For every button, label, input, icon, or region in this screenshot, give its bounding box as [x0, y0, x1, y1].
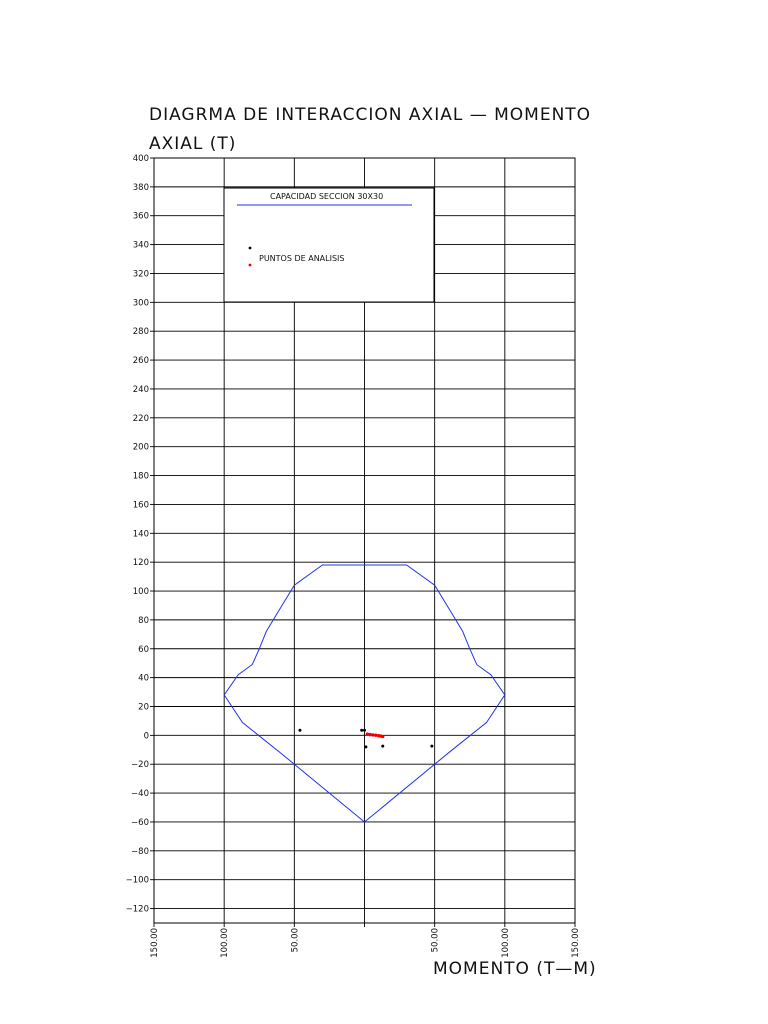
legend-dot-black: [249, 247, 252, 250]
y-tick-label: 260: [132, 356, 149, 367]
x-tick-label: 100.00: [220, 928, 231, 958]
y-tick-label: 360: [132, 211, 149, 222]
x-axis-label: MOMENTO (T—M): [433, 959, 597, 979]
y-tick-label: 80: [138, 615, 149, 626]
y-tick-label: −100: [125, 875, 149, 886]
y-tick-label: 240: [132, 384, 149, 395]
y-tick-label: −120: [125, 904, 149, 915]
y-tick-label: 0: [143, 731, 149, 742]
y-tick-label: 140: [132, 529, 149, 540]
x-tick-label: 50.00: [290, 928, 301, 953]
analysis-point-black: [381, 745, 384, 748]
y-tick-label: 20: [138, 702, 149, 713]
y-tick-label: 380: [132, 182, 149, 193]
analysis-point-black: [360, 729, 363, 732]
analysis-point-black: [363, 729, 366, 732]
y-tick-labels: [126, 154, 149, 915]
y-tick-label: 120: [132, 558, 149, 569]
y-axis-label: AXIAL (T): [149, 134, 237, 154]
y-tick-label: 280: [132, 327, 149, 338]
y-tick-label: 300: [132, 298, 149, 309]
y-tick-label: 340: [132, 240, 149, 251]
y-tick-label: 180: [132, 471, 149, 482]
analysis-point-black: [430, 745, 433, 748]
y-tick-label: 40: [138, 673, 149, 684]
y-tick-label: 60: [138, 644, 149, 655]
x-tick-label: 150.00: [150, 928, 160, 958]
legend: [224, 188, 434, 302]
y-tick-label: −20: [131, 760, 149, 771]
x-tick-label: 100.00: [500, 928, 511, 958]
y-tick-label: 160: [132, 500, 149, 511]
legend-label-points: PUNTOS DE ANALISIS: [259, 254, 345, 263]
legend-dot-red: [249, 264, 252, 267]
x-tick-labels: [150, 928, 581, 958]
analysis-point-black: [364, 745, 367, 748]
y-tick-label: −80: [131, 846, 149, 857]
analysis-point-black: [298, 729, 301, 732]
analysis-point-red: [381, 735, 384, 738]
y-tick-label: 100: [132, 587, 149, 598]
x-tick-label: 50.00: [430, 928, 441, 953]
y-tick-label: −40: [131, 789, 149, 800]
y-tick-label: 320: [132, 269, 149, 280]
legend-label-capacity: CAPACIDAD SECCION 30X30: [270, 192, 384, 201]
y-tick-label: 200: [132, 442, 149, 453]
y-tick-label: −60: [131, 817, 149, 828]
y-tick-label: 400: [132, 154, 149, 164]
chart-title: DIAGRMA DE INTERACCION AXIAL — MOMENTO: [149, 105, 592, 125]
y-tick-label: 220: [132, 413, 149, 424]
x-tick-label: 150.00: [571, 928, 581, 958]
